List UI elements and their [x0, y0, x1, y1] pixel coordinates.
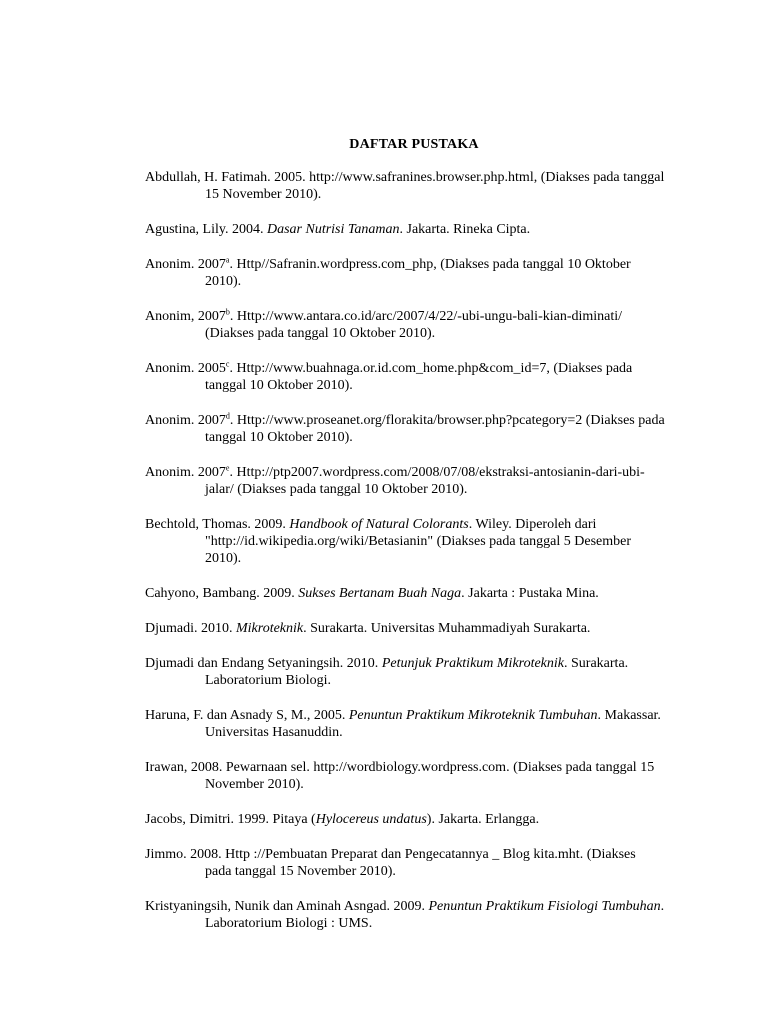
reference-text: Anonim. 2007 [145, 465, 226, 480]
reference-text: . Wiley. Diperoleh dari "http://id.wikipedia.org/wiki/Betasianin" (Diakses pada tanggal 5 Desember 2010). [205, 517, 632, 566]
reference-text: Anonim, 2007 [145, 309, 226, 324]
reference-entry [145, 655, 665, 689]
reference-text: . Surakarta. Laboratorium Biologi. [205, 656, 629, 688]
reference-list [145, 169, 665, 950]
reference-superscript: a [225, 255, 230, 265]
reference-text: ). Jakarta. Erlangga. [426, 812, 540, 827]
reference-text: . Http//Safranin.wordpress.com_php, (Diakses pada tanggal 10 Oktober 2010). [205, 257, 631, 289]
reference-text: Irawan, 2008. Pewarnaan sel. http://wordbiology.wordpress.com. (Diakses pada tanggal 15 November 2010). [145, 760, 655, 792]
reference-text: Agustina, Lily. 2004. [145, 222, 267, 237]
reference-text: . Surakarta. Universitas Muhammadiyah Surakarta. [303, 621, 591, 636]
reference-superscript: b [225, 307, 230, 317]
reference-text: Abdullah, H. Fatimah. 2005. http://www.safranines.browser.php.html, (Diakses pada tanggal 15 November 2010). [145, 170, 665, 202]
reference-superscript: c [225, 359, 230, 369]
reference-text: . Jakarta. Rineka Cipta. [399, 222, 531, 237]
reference-text: . Http://ptp2007.wordpress.com/2008/07/08/ekstraksi-antosianin-dari-ubi-jalar/ (Diakses pada tanggal 10 Oktober 2010). [205, 465, 645, 497]
reference-entry [145, 221, 665, 238]
reference-superscript: e [225, 463, 230, 473]
page-title: DAFTAR PUSTAKA [349, 137, 479, 152]
reference-text: Cahyono, Bambang. 2009. [145, 586, 299, 601]
reference-text: Jacobs, Dimitri. 1999. Pitaya ( [145, 812, 316, 827]
reference-text: . Laboratorium Biologi : UMS. [205, 899, 665, 931]
reference-text: . Makassar. Universitas Hasanuddin. [205, 708, 661, 740]
reference-entry [145, 308, 665, 342]
reference-entry [145, 256, 665, 290]
reference-title-italic: Penuntun Praktikum Mikroteknik Tumbuhan [348, 708, 598, 723]
reference-title-italic: Sukses Bertanam Buah Naga [298, 586, 462, 601]
reference-entry [145, 620, 665, 637]
reference-entry [145, 759, 665, 793]
reference-entry [145, 169, 665, 203]
reference-text: Haruna, F. dan Asnady S, M., 2005. [145, 708, 349, 723]
reference-entry [145, 464, 665, 498]
reference-entry [145, 516, 665, 567]
reference-entry [145, 707, 665, 741]
reference-text: . Http://www.antara.co.id/arc/2007/4/22/-ubi-ungu-bali-kian-diminati/ (Diakses pada tanggal 10 Oktober 2010). [205, 309, 623, 341]
reference-superscript: d [225, 411, 230, 421]
reference-entry [145, 412, 665, 446]
reference-text: Kristyaningsih, Nunik dan Aminah Asngad. 2009. [145, 899, 429, 914]
reference-text: . Http://www.buahnaga.or.id.com_home.php&com_id=7, (Diakses pada tanggal 10 Oktober 2010). [205, 361, 633, 393]
reference-text: Djumadi. 2010. [145, 621, 236, 636]
reference-text: Anonim. 2005 [145, 361, 226, 376]
reference-text: . Http://www.proseanet.org/florakita/browser.php?pcategory=2 (Diakses pada tanggal 10 Oktober 2010). [205, 413, 665, 445]
reference-title-italic: Handbook of Natural Colorants [289, 517, 469, 532]
reference-text: Jimmo. 2008. Http ://Pembuatan Preparat dan Pengecatannya _ Blog kita.mht. (Diakses pada tanggal 15 November 2010). [145, 847, 636, 879]
reference-text: . Jakarta : Pustaka Mina. [461, 586, 599, 601]
reference-entry [145, 811, 665, 828]
reference-title-italic: Petunjuk Praktikum Mikroteknik [381, 656, 565, 671]
reference-entry [145, 585, 665, 602]
reference-text: Anonim. 2007 [145, 413, 226, 428]
reference-entry [145, 846, 665, 880]
reference-text: Bechtold, Thomas. 2009. [145, 517, 290, 532]
reference-entry [145, 360, 665, 394]
reference-title-italic: Hylocereus undatus [315, 812, 427, 827]
reference-title-italic: Penuntun Praktikum Fisiologi Tumbuhan [428, 899, 661, 914]
reference-title-italic: Dasar Nutrisi Tanaman [266, 222, 400, 237]
reference-entry [145, 898, 665, 932]
reference-text: Anonim. 2007 [145, 257, 226, 272]
reference-text: Djumadi dan Endang Setyaningsih. 2010. [145, 656, 382, 671]
reference-title-italic: Mikroteknik [236, 621, 304, 636]
